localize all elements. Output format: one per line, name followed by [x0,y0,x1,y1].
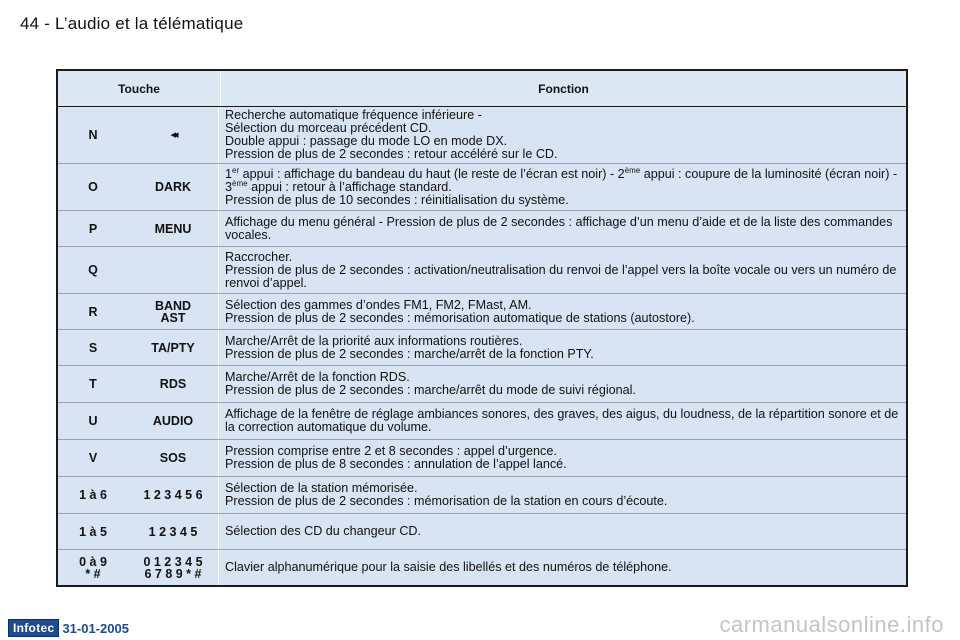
row-key: S [88,340,98,355]
row-label [128,247,218,293]
row-key: U [88,414,98,428]
row-label: MENU [154,221,192,236]
row-function: Recherche automatique fréquence inférieure - Sélection du morceau précédent CD. Double appui : passage du mode LO en mode DX. Pression de plus de 2 secondes : retour accéléré sur le CD. [218,107,906,163]
row-key: 1 à 5 [79,524,107,539]
row-key: R [88,304,98,319]
row-function: Sélection des CD du changeur CD. [218,514,906,549]
infotec-logo: Infotec [8,619,59,637]
table-row [58,211,906,247]
row-key: V [88,451,98,465]
row-label: 0 1 2 3 4 5 6 7 8 9 * # [143,554,203,581]
key-function-table [56,69,908,587]
table-header-row [58,71,906,107]
footer-badge [8,619,129,637]
table-row [58,164,906,211]
table-row [58,477,906,514]
table-row [58,403,906,440]
row-function: Affichage de la fenêtre de réglage ambiances sonores, des graves, des aigus, du loudness, de la répartition sonore et de la correction automatique du volume. [218,403,906,439]
table-row [58,366,906,403]
row-key: 1 à 6 [79,488,107,502]
rewind-icon: ◂◂ [170,129,176,141]
row-function: Marche/Arrêt de la priorité aux informations routières. Pression de plus de 2 secondes : marche/arrêt de la fonction PTY. [218,330,906,365]
row-function: Affichage du menu général - Pression de plus de 2 secondes : affichage d’un menu d’aide et de la liste des commandes vocales. [218,211,906,246]
row-function: Raccrocher. Pression de plus de 2 secondes : activation/neutralisation du renvoi de l’appel vers la boîte vocale ou vers un numéro de renvoi d’appel. [218,247,906,293]
row-key: P [88,221,98,236]
row-key: N [88,128,98,142]
row-function: Marche/Arrêt de la fonction RDS. Pression de plus de 2 secondes : marche/arrêt du mode de suivi régional. [218,366,906,402]
row-label: DARK [154,180,192,194]
row-label: BAND AST [154,298,192,325]
table-row [58,440,906,477]
row-function: Sélection des gammes d’ondes FM1, FM2, FMast, AM. Pression de plus de 2 secondes : mémorisation automatique de stations (autostore). [218,294,906,329]
row-key: Q [88,263,98,277]
table-row [58,294,906,330]
row-function: 1er appui : affichage du bandeau du haut (le reste de l’écran est noir) - 2ème appui : coupure de la luminosité (écran noir) - 3ème appui : retour à l’affichage standard. Pression de plus de 10 secondes : réinitialisation du système. [218,164,906,210]
row-function: Sélection de la station mémorisée. Pression de plus de 2 secondes : mémorisation de la station en cours d’écoute. [218,477,906,513]
watermark: carmanualsonline.info [719,612,944,637]
table-row [58,107,906,164]
row-label: TA/PTY [151,340,195,355]
table-row [58,550,906,585]
row-key: T [89,377,97,391]
table-row [58,514,906,550]
table-row [58,330,906,366]
row-function: Pression comprise entre 2 et 8 secondes : appel d’urgence. Pression de plus de 8 secondes : annulation de l’appel lancé. [218,440,906,476]
table-row [58,247,906,294]
row-label: RDS [159,377,187,391]
row-function: Clavier alphanumérique pour la saisie des libellés et des numéros de téléphone. [218,550,906,585]
row-label: 1 2 3 4 5 6 [143,488,203,502]
header-fonction: Fonction [538,81,589,96]
row-label: SOS [159,451,187,465]
header-touche: Touche [58,71,221,106]
row-key: 0 à 9 * # [79,554,107,581]
page-header: 44 - L’audio et la télématique [20,14,244,33]
footer-date: 31-01-2005 [62,620,129,636]
row-key: O [88,180,98,194]
row-label: 1 2 3 4 5 [148,524,198,539]
row-label: AUDIO [152,414,194,428]
